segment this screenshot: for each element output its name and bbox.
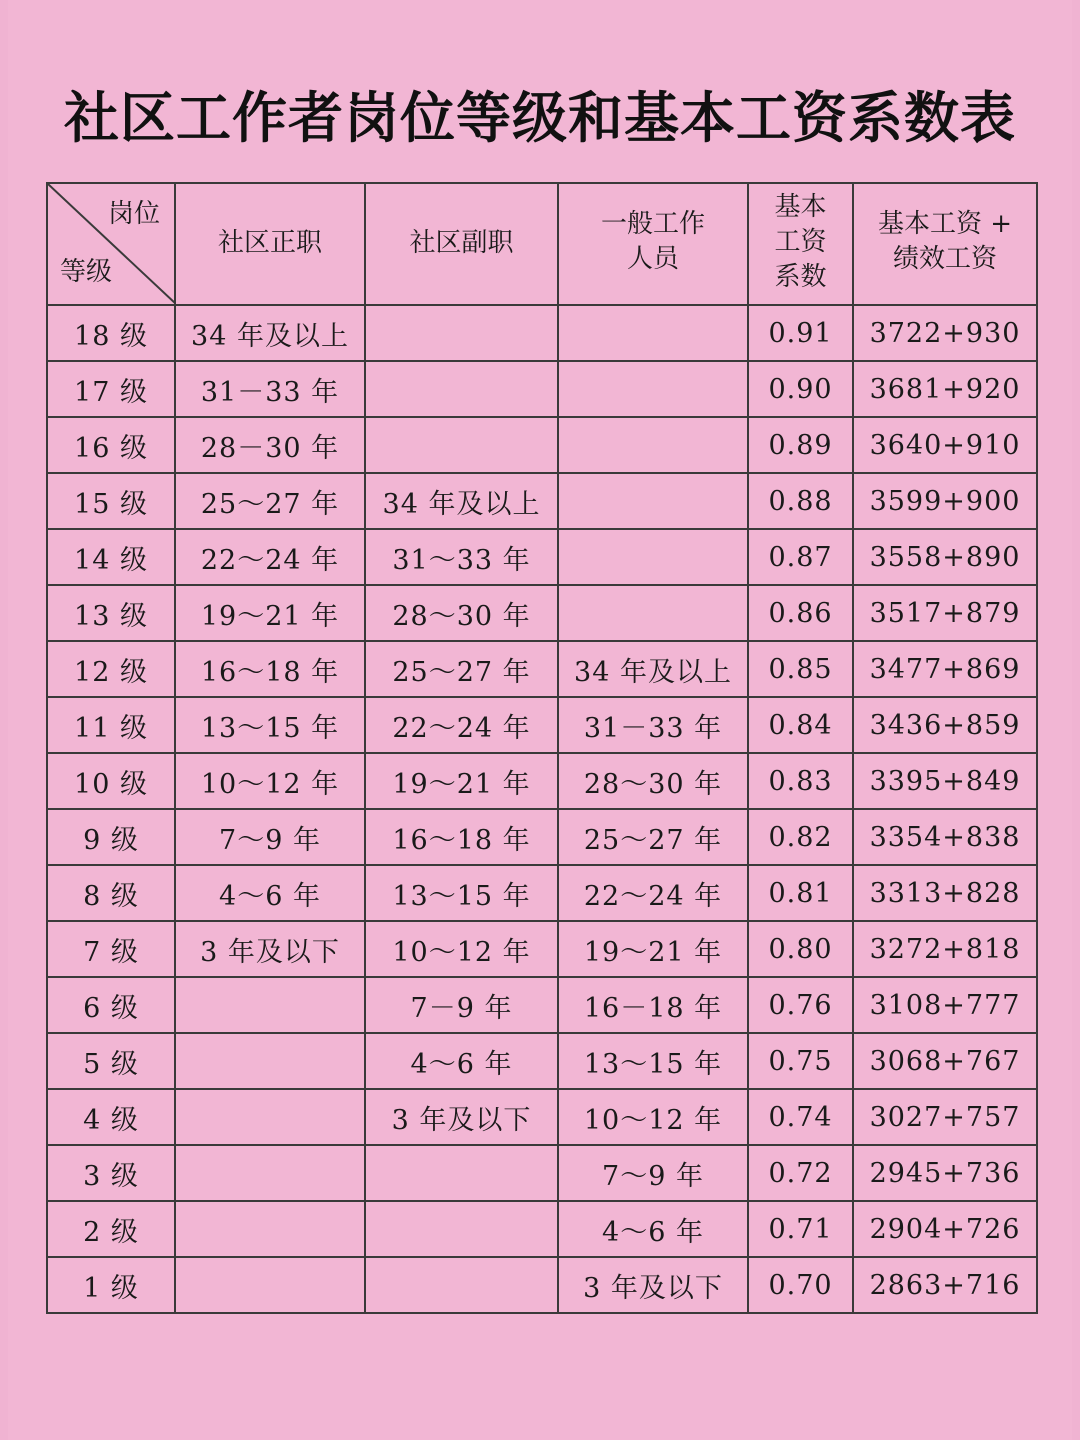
gongzi-cell: 2863+716 — [853, 1257, 1037, 1313]
xishu-cell: 0.86 — [748, 585, 853, 641]
xishu-cell: 0.75 — [748, 1033, 853, 1089]
table-row — [47, 1257, 1037, 1313]
header-diagonal-cell — [47, 183, 175, 305]
xishu-cell: 0.76 — [748, 977, 853, 1033]
header-level-label: 等级 — [60, 257, 113, 288]
header-xishu — [748, 183, 853, 305]
xishu-cell: 0.81 — [748, 865, 853, 921]
zhengzhi-cell: 25～27 年 — [175, 473, 365, 529]
fuzhi-cell: 34 年及以上 — [365, 473, 558, 529]
gongzi-cell: 3436+859 — [853, 697, 1037, 753]
zhengzhi-cell — [175, 1033, 365, 1089]
yiban-cell: 31－33 年 — [558, 697, 748, 753]
xishu-cell: 0.84 — [748, 697, 853, 753]
fuzhi-cell: 28～30 年 — [365, 585, 558, 641]
yiban-cell — [558, 361, 748, 417]
yiban-cell: 34 年及以上 — [558, 641, 748, 697]
yiban-cell: 10～12 年 — [558, 1089, 748, 1145]
level-cell: 8 级 — [47, 865, 175, 921]
header-gongzi — [853, 183, 1037, 305]
header-gongzi-line2: 绩效工资 — [892, 244, 997, 275]
table-row — [47, 921, 1037, 977]
gongzi-cell: 3395+849 — [853, 753, 1037, 809]
fuzhi-cell — [365, 305, 558, 361]
gongzi-cell: 3027+757 — [853, 1089, 1037, 1145]
yiban-cell — [558, 417, 748, 473]
page-title: 社区工作者岗位等级和基本工资系数表 — [63, 86, 1016, 150]
yiban-cell: 16－18 年 — [558, 977, 748, 1033]
xishu-cell: 0.88 — [748, 473, 853, 529]
table-header-row — [47, 183, 1037, 305]
level-cell: 9 级 — [47, 809, 175, 865]
table-row — [47, 809, 1037, 865]
gongzi-cell: 2945+736 — [853, 1145, 1037, 1201]
fuzhi-cell: 4～6 年 — [365, 1033, 558, 1089]
table-row — [47, 753, 1037, 809]
header-yiban-line1: 一般工作 — [600, 209, 705, 240]
xishu-cell: 0.90 — [748, 361, 853, 417]
level-cell: 18 级 — [47, 305, 175, 361]
zhengzhi-cell: 7～9 年 — [175, 809, 365, 865]
zhengzhi-cell: 4～6 年 — [175, 865, 365, 921]
table-body — [47, 305, 1037, 1313]
level-cell: 15 级 — [47, 473, 175, 529]
level-cell: 11 级 — [47, 697, 175, 753]
table-row — [47, 1201, 1037, 1257]
header-zhengzhi: 社区正职 — [175, 183, 365, 305]
xishu-cell: 0.89 — [748, 417, 853, 473]
header-xishu-line1: 基本 — [774, 191, 827, 222]
gongzi-cell: 3068+767 — [853, 1033, 1037, 1089]
fuzhi-cell: 7－9 年 — [365, 977, 558, 1033]
yiban-cell — [558, 473, 748, 529]
level-cell: 4 级 — [47, 1089, 175, 1145]
fuzhi-cell: 19～21 年 — [365, 753, 558, 809]
table-row — [47, 305, 1037, 361]
xishu-cell: 0.80 — [748, 921, 853, 977]
zhengzhi-cell: 13～15 年 — [175, 697, 365, 753]
fuzhi-cell: 10～12 年 — [365, 921, 558, 977]
fuzhi-cell: 3 年及以下 — [365, 1089, 558, 1145]
level-cell: 14 级 — [47, 529, 175, 585]
gongzi-cell: 3108+777 — [853, 977, 1037, 1033]
table-row — [47, 865, 1037, 921]
header-yiban — [558, 183, 748, 305]
zhengzhi-cell: 10～12 年 — [175, 753, 365, 809]
xishu-cell: 0.71 — [748, 1201, 853, 1257]
level-cell: 1 级 — [47, 1257, 175, 1313]
level-cell: 5 级 — [47, 1033, 175, 1089]
header-yiban-line2: 人员 — [626, 244, 679, 275]
fuzhi-cell: 16～18 年 — [365, 809, 558, 865]
zhengzhi-cell: 34 年及以上 — [175, 305, 365, 361]
yiban-cell — [558, 305, 748, 361]
zhengzhi-cell — [175, 1257, 365, 1313]
header-xishu-line3: 系数 — [774, 261, 827, 292]
yiban-cell: 13～15 年 — [558, 1033, 748, 1089]
fuzhi-cell: 31～33 年 — [365, 529, 558, 585]
table-row — [47, 417, 1037, 473]
fuzhi-cell: 22～24 年 — [365, 697, 558, 753]
level-cell: 6 级 — [47, 977, 175, 1033]
xishu-cell: 0.74 — [748, 1089, 853, 1145]
gongzi-cell: 3354+838 — [853, 809, 1037, 865]
xishu-cell: 0.87 — [748, 529, 853, 585]
fuzhi-cell — [365, 361, 558, 417]
table-row — [47, 977, 1037, 1033]
level-cell: 2 级 — [47, 1201, 175, 1257]
zhengzhi-cell: 22～24 年 — [175, 529, 365, 585]
yiban-cell — [558, 529, 748, 585]
header-fuzhi: 社区副职 — [365, 183, 558, 305]
gongzi-cell: 3272+818 — [853, 921, 1037, 977]
zhengzhi-cell — [175, 1145, 365, 1201]
xishu-cell: 0.83 — [748, 753, 853, 809]
level-cell: 17 级 — [47, 361, 175, 417]
fuzhi-cell: 13～15 年 — [365, 865, 558, 921]
yiban-cell: 25～27 年 — [558, 809, 748, 865]
salary-table — [46, 182, 1038, 1314]
table-row — [47, 1145, 1037, 1201]
table-row — [47, 641, 1037, 697]
gongzi-cell: 3640+910 — [853, 417, 1037, 473]
fuzhi-cell — [365, 1257, 558, 1313]
gongzi-cell: 2904+726 — [853, 1201, 1037, 1257]
zhengzhi-cell: 16～18 年 — [175, 641, 365, 697]
yiban-cell: 19～21 年 — [558, 921, 748, 977]
table-row — [47, 1089, 1037, 1145]
level-cell: 3 级 — [47, 1145, 175, 1201]
yiban-cell: 3 年及以下 — [558, 1257, 748, 1313]
header-gongzi-line1: 基本工资 + — [877, 209, 1013, 240]
zhengzhi-cell: 3 年及以下 — [175, 921, 365, 977]
table-row — [47, 1033, 1037, 1089]
fuzhi-cell: 25～27 年 — [365, 641, 558, 697]
table-row — [47, 697, 1037, 753]
gongzi-cell: 3477+869 — [853, 641, 1037, 697]
xishu-cell: 0.72 — [748, 1145, 853, 1201]
table-row — [47, 585, 1037, 641]
level-cell: 7 级 — [47, 921, 175, 977]
zhengzhi-cell — [175, 977, 365, 1033]
header-xishu-line2: 工资 — [774, 226, 827, 257]
yiban-cell: 4～6 年 — [558, 1201, 748, 1257]
yiban-cell: 22～24 年 — [558, 865, 748, 921]
gongzi-cell: 3599+900 — [853, 473, 1037, 529]
level-cell: 10 级 — [47, 753, 175, 809]
yiban-cell: 7～9 年 — [558, 1145, 748, 1201]
level-cell: 16 级 — [47, 417, 175, 473]
yiban-cell: 28～30 年 — [558, 753, 748, 809]
yiban-cell — [558, 585, 748, 641]
gongzi-cell: 3313+828 — [853, 865, 1037, 921]
xishu-cell: 0.82 — [748, 809, 853, 865]
fuzhi-cell — [365, 1145, 558, 1201]
zhengzhi-cell: 19～21 年 — [175, 585, 365, 641]
table-row — [47, 361, 1037, 417]
xishu-cell: 0.85 — [748, 641, 853, 697]
zhengzhi-cell — [175, 1201, 365, 1257]
level-cell: 12 级 — [47, 641, 175, 697]
level-cell: 13 级 — [47, 585, 175, 641]
header-position-label: 岗位 — [107, 199, 160, 229]
zhengzhi-cell: 28－30 年 — [175, 417, 365, 473]
fuzhi-cell — [365, 1201, 558, 1257]
zhengzhi-cell: 31－33 年 — [175, 361, 365, 417]
xishu-cell: 0.91 — [748, 305, 853, 361]
gongzi-cell: 3681+920 — [853, 361, 1037, 417]
gongzi-cell: 3558+890 — [853, 529, 1037, 585]
fuzhi-cell — [365, 417, 558, 473]
zhengzhi-cell — [175, 1089, 365, 1145]
gongzi-cell: 3722+930 — [853, 305, 1037, 361]
table-row — [47, 473, 1037, 529]
gongzi-cell: 3517+879 — [853, 585, 1037, 641]
xishu-cell: 0.70 — [748, 1257, 853, 1313]
table-row — [47, 529, 1037, 585]
